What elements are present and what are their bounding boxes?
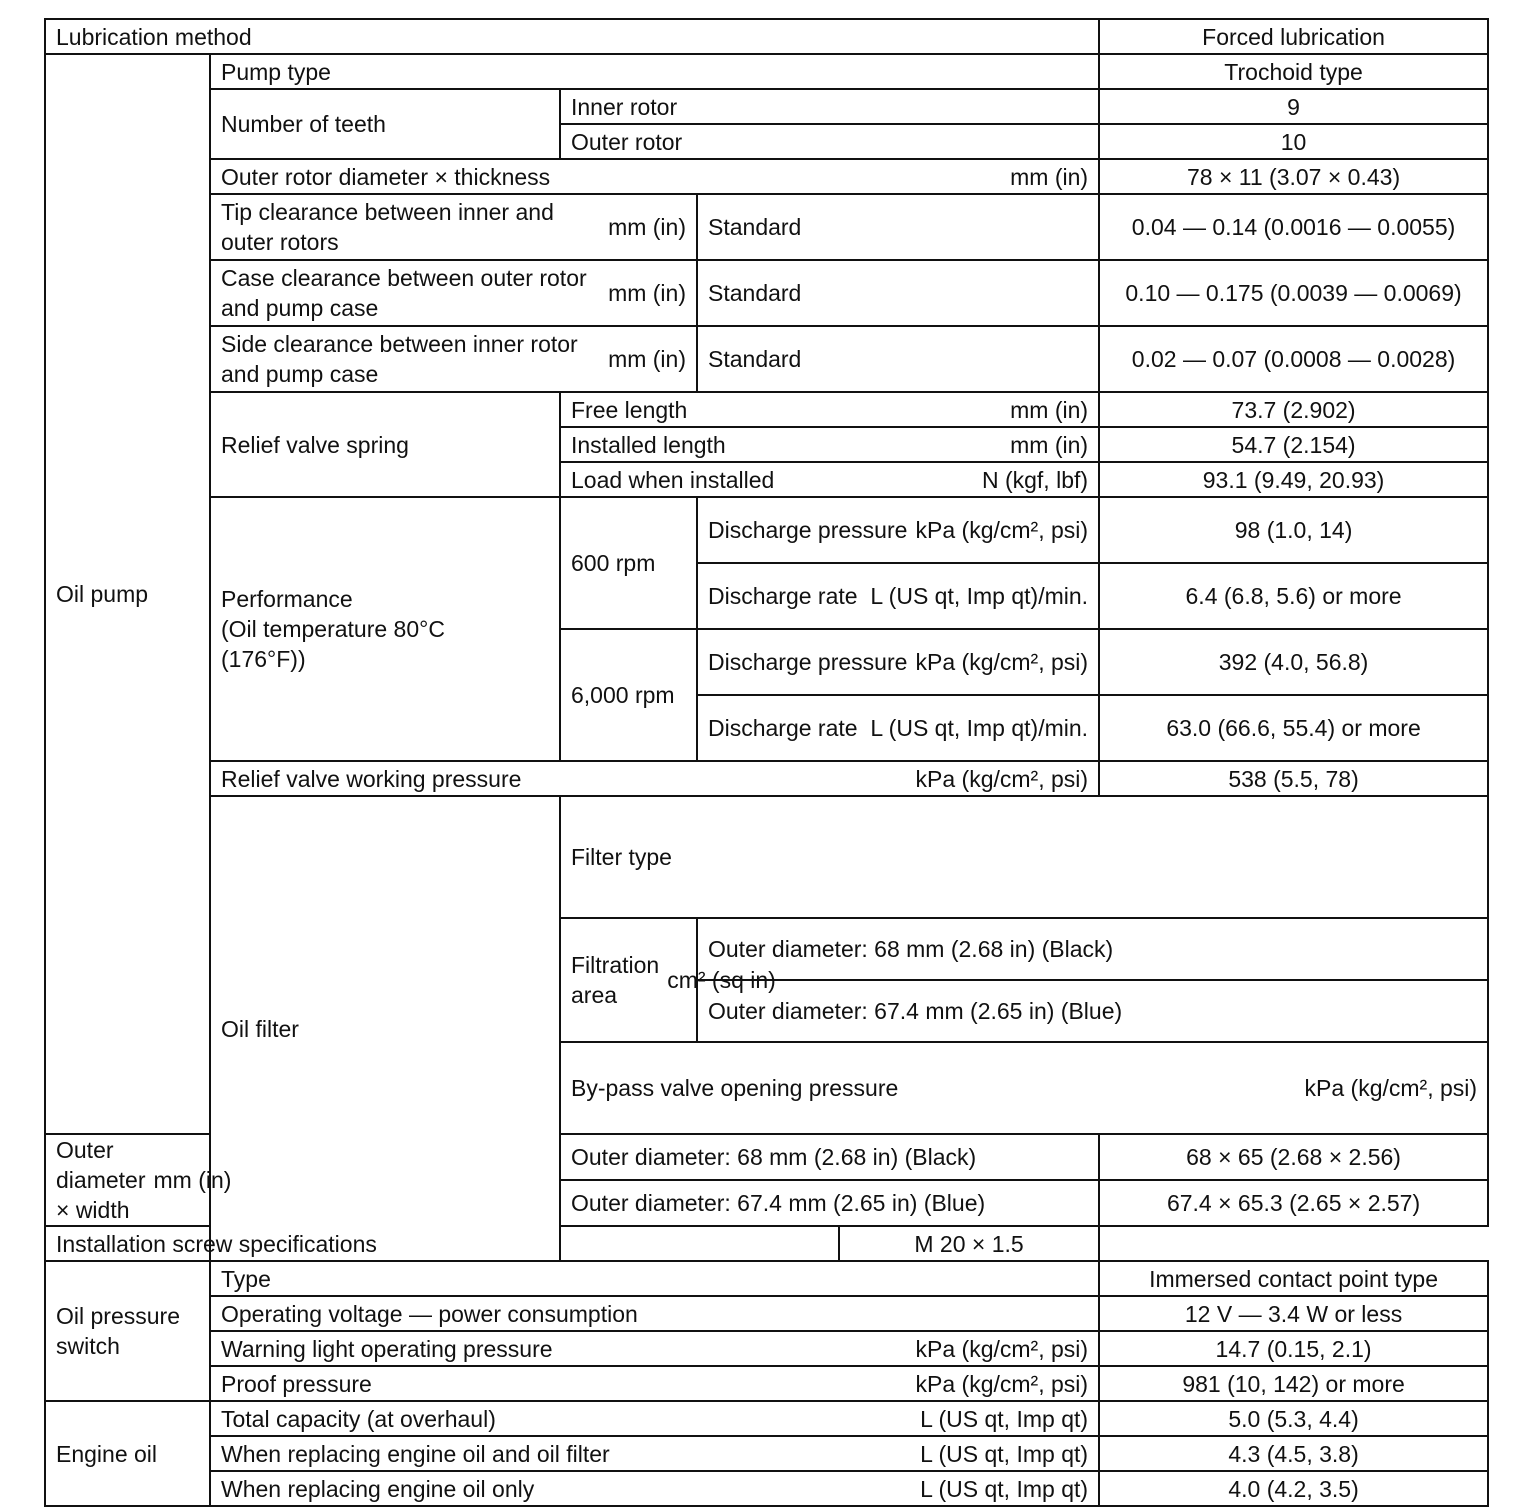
unit-label: L (US qt, Imp qt)	[920, 1405, 1089, 1432]
tip-clearance-value: 0.04 — 0.14 (0.0016 — 0.0055)	[1099, 194, 1488, 260]
warning-pressure-value: 14.7 (0.15, 2.1)	[1099, 1331, 1488, 1366]
outer-rotor-dim-cell	[210, 159, 1099, 194]
proof-pressure-label: Proof pressure	[221, 1370, 372, 1397]
discharge-rate-600-value: 6.4 (6.8, 5.6) or more	[1099, 563, 1488, 629]
switch-type-label: Type	[210, 1261, 1099, 1296]
inner-rotor-value: 9	[1099, 89, 1488, 124]
free-length-cell	[560, 392, 1099, 427]
discharge-rate-label: Discharge rate	[708, 583, 858, 609]
table-row	[45, 1436, 1488, 1471]
outer-dim-black-value: 68 × 65 (2.68 × 2.56)	[1099, 1134, 1488, 1180]
installed-length-cell	[560, 427, 1099, 462]
voltage-value: 12 V — 3.4 W or less	[1099, 1296, 1488, 1331]
free-length-value: 73.7 (2.902)	[1099, 392, 1488, 427]
filter-type-label: Filter type	[560, 796, 1488, 918]
rpm-600-label: 600 rpm	[560, 497, 697, 629]
table-row	[45, 1471, 1488, 1506]
installed-load-cell	[560, 462, 1099, 497]
table-row	[45, 89, 1488, 124]
unit-label: mm (in)	[1010, 431, 1089, 458]
unit-label: kPa (kg/cm², psi)	[915, 1335, 1089, 1362]
discharge-pressure-6000-value: 392 (4.0, 56.8)	[1099, 629, 1488, 695]
standard-label: Standard	[697, 194, 1099, 260]
oil-pump-section-label: Oil pump	[45, 54, 210, 1134]
engine-oil-section-label: Engine oil	[45, 1401, 210, 1506]
switch-type-value: Immersed contact point type	[1099, 1261, 1488, 1296]
performance-label: Performance (Oil temperature 80°C (176°F))	[210, 497, 560, 761]
relief-pressure-value: 538 (5.5, 78)	[1099, 761, 1488, 796]
discharge-rate-6000-value: 63.0 (66.6, 55.4) or more	[1099, 695, 1488, 761]
oil-only-value: 4.0 (4.2, 3.5)	[1099, 1471, 1488, 1506]
installed-load-value: 93.1 (9.49, 20.93)	[1099, 462, 1488, 497]
outer-dim-blue-value: 67.4 × 65.3 (2.65 × 2.57)	[1099, 1180, 1488, 1226]
oil-and-filter-value: 4.3 (4.5, 3.8)	[1099, 1436, 1488, 1471]
tip-clearance-cell	[210, 194, 697, 260]
outer-rotor-dim-value: 78 × 11 (3.07 × 0.43)	[1099, 159, 1488, 194]
side-clearance-value: 0.02 — 0.07 (0.0008 — 0.0028)	[1099, 326, 1488, 392]
oil-only-cell	[210, 1471, 1099, 1506]
discharge-pressure-600-cell	[697, 497, 1099, 563]
table-row	[45, 1401, 1488, 1436]
unit-label: mm (in)	[1010, 396, 1089, 423]
table-row	[45, 54, 1488, 89]
table-row	[45, 1261, 1488, 1296]
oil-and-filter-cell	[210, 1436, 1099, 1471]
installed-load-label: Load when installed	[571, 466, 775, 493]
unit-label: mm (in)	[608, 214, 686, 240]
standard-label: Standard	[697, 326, 1099, 392]
table-row	[45, 1331, 1488, 1366]
filtration-blue-label: Outer diameter: 67.4 mm (2.65 in) (Blue)	[697, 980, 1488, 1042]
unit-label: kPa (kg/cm², psi)	[915, 765, 1089, 792]
outer-rotor-label: Outer rotor	[560, 124, 1099, 159]
lubrication-method-label: Lubrication method	[45, 19, 1099, 54]
relief-pressure-cell	[210, 761, 1099, 796]
unit-label: L (US qt, Imp qt)/min.	[870, 583, 1089, 609]
table-row	[45, 497, 1488, 563]
outer-dim-cell	[45, 1134, 232, 1226]
table-row	[45, 260, 1488, 326]
outer-dim-blue-label: Outer diameter: 67.4 mm (2.65 in) (Blue)	[560, 1180, 1099, 1226]
table-row	[45, 1296, 1488, 1331]
case-clearance-value: 0.10 — 0.175 (0.0039 — 0.0069)	[1099, 260, 1488, 326]
total-capacity-cell	[210, 1401, 1099, 1436]
free-length-label: Free length	[571, 396, 688, 423]
unit-label: L (US qt, Imp qt)	[920, 1440, 1089, 1467]
table-row	[45, 1226, 1488, 1261]
unit-label: kPa (kg/cm², psi)	[915, 1370, 1089, 1397]
screw-value: M 20 × 1.5	[839, 1226, 1099, 1261]
lubrication-method-value: Forced lubrication	[1099, 19, 1488, 54]
pump-type-value: Trochoid type	[1099, 54, 1488, 89]
unit-label: kPa (kg/cm², psi)	[915, 649, 1089, 675]
screw-label: Installation screw specifications	[45, 1226, 839, 1261]
installed-length-label: Installed length	[571, 431, 726, 458]
discharge-pressure-label: Discharge pressure	[708, 649, 908, 675]
discharge-rate-label: Discharge rate	[708, 715, 858, 741]
discharge-pressure-label: Discharge pressure	[708, 517, 908, 543]
table-row	[45, 326, 1488, 392]
table-row	[45, 159, 1488, 194]
rpm-6000-label: 6,000 rpm	[560, 629, 697, 761]
unit-label: mm (in)	[1010, 163, 1089, 190]
voltage-label: Operating voltage — power consumption	[210, 1296, 1099, 1331]
side-clearance-cell	[210, 326, 697, 392]
outer-dim-black-label: Outer diameter: 68 mm (2.68 in) (Black)	[560, 1134, 1099, 1180]
relief-spring-label: Relief valve spring	[210, 392, 560, 497]
pressure-switch-section-label: Oil pressure switch	[45, 1261, 210, 1401]
total-capacity-label: Total capacity (at overhaul)	[221, 1405, 496, 1432]
unit-label: mm (in)	[608, 346, 686, 372]
filtration-black-label: Outer diameter: 68 mm (2.68 in) (Black)	[697, 918, 1488, 980]
case-clearance-label: Case clearance between outer rotor and pump case	[221, 265, 587, 321]
oil-and-filter-label: When replacing engine oil and oil filter	[221, 1440, 610, 1467]
relief-pressure-label: Relief valve working pressure	[221, 765, 522, 792]
table-row	[45, 19, 1488, 54]
pump-type-label: Pump type	[210, 54, 1099, 89]
filtration-area-cell	[560, 918, 776, 1042]
discharge-pressure-600-value: 98 (1.0, 14)	[1099, 497, 1488, 563]
unit-label: L (US qt, Imp qt)	[920, 1475, 1089, 1502]
table-row	[45, 194, 1488, 260]
outer-rotor-dim-label: Outer rotor diameter × thickness	[221, 163, 551, 190]
discharge-rate-6000-cell	[697, 695, 1099, 761]
installed-length-value: 54.7 (2.154)	[1099, 427, 1488, 462]
lubrication-spec-table	[44, 18, 1489, 1507]
discharge-pressure-6000-cell	[697, 629, 1099, 695]
unit-label: cm² (sq in)	[667, 967, 776, 993]
filtration-area-label: Filtration area	[571, 952, 660, 1008]
table-row	[45, 761, 1488, 796]
warning-pressure-label: Warning light operating pressure	[221, 1335, 553, 1362]
proof-pressure-value: 981 (10, 142) or more	[1099, 1366, 1488, 1401]
case-clearance-cell	[210, 260, 697, 326]
oil-filter-section-label: Oil filter	[210, 796, 560, 1261]
table-row	[45, 392, 1488, 427]
unit-label: L (US qt, Imp qt)/min.	[870, 715, 1089, 741]
unit-label: mm (in)	[608, 280, 686, 306]
unit-label: kPa (kg/cm², psi)	[1304, 1075, 1478, 1101]
teeth-label: Number of teeth	[210, 89, 560, 159]
unit-label: mm (in)	[153, 1167, 232, 1193]
side-clearance-label: Side clearance between inner rotor and pump case	[221, 331, 578, 387]
total-capacity-value: 5.0 (5.3, 4.4)	[1099, 1401, 1488, 1436]
warning-pressure-cell	[210, 1331, 1099, 1366]
discharge-rate-600-cell	[697, 563, 1099, 629]
unit-label: N (kgf, lbf)	[981, 466, 1089, 493]
standard-label: Standard	[697, 260, 1099, 326]
table-row	[45, 1366, 1488, 1401]
outer-dim-label: Outer diameter × width	[56, 1137, 146, 1223]
table-row	[45, 796, 1488, 918]
oil-only-label: When replacing engine oil only	[221, 1475, 535, 1502]
bypass-cell	[560, 1042, 1488, 1134]
outer-rotor-value: 10	[1099, 124, 1488, 159]
inner-rotor-label: Inner rotor	[560, 89, 1099, 124]
unit-label: kPa (kg/cm², psi)	[915, 517, 1089, 543]
proof-pressure-cell	[210, 1366, 1099, 1401]
tip-clearance-label: Tip clearance between inner and outer rotors	[221, 199, 554, 255]
bypass-label: By-pass valve opening pressure	[571, 1075, 899, 1101]
